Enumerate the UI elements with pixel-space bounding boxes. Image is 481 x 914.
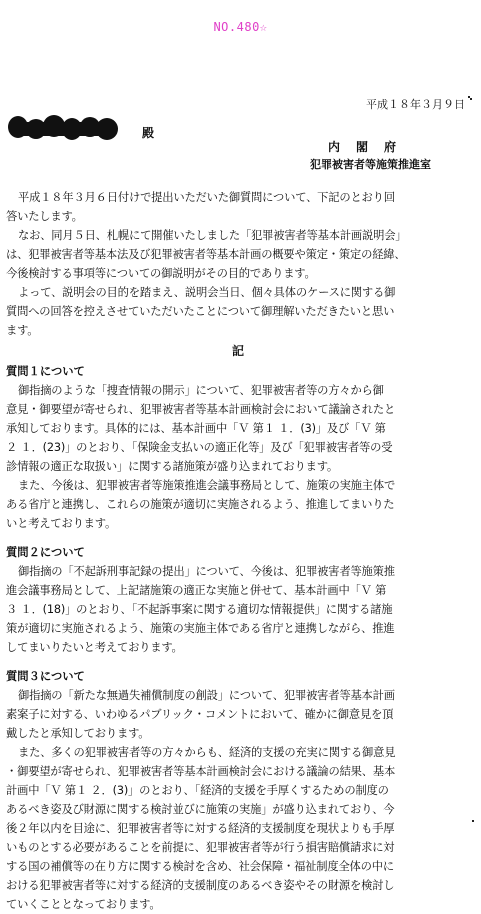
intro-line: 質問への回答を控えさせていただいたことについて御理解いただきたいと思い	[6, 305, 395, 318]
section-line: 後２年以内を目途に、犯罪被害者等に対する経済的支援制度を現状よりも手厚	[6, 822, 395, 835]
section-line: する国の補償等の在り方に関する検討を含め、社会保障・福祉制度全体の中に	[6, 860, 394, 873]
intro-line: 平成１８年３月６日付けで提出いただいた御質問について、下記のとおり回	[18, 191, 395, 204]
intro-line: は、犯罪被害者等基本法及び犯罪被害者等基本計画の概要や策定・策定の経緯、	[6, 248, 406, 261]
scan-speck	[470, 98, 472, 100]
document-number: NO.480☆	[213, 20, 268, 34]
section-line: ていくこととなっております。	[6, 898, 161, 911]
section-line: してまいりたいと考えております。	[6, 641, 183, 654]
section-line: 計画中「Ｖ 第１ ２．(3)」のとおり、「経済的支援を手厚くするための制度の	[6, 784, 389, 797]
section-line: 御指摘のような「捜査情報の開示」について、犯罪被害者等の方々から御	[18, 384, 384, 397]
section-line: いものとする必要があることを前提に、犯罪被害者等が行う損害賠償請求に対	[6, 841, 395, 854]
section-line: 御指摘の「不起訴刑事記録の提出」について、今後は、犯罪被害者等施策推	[18, 565, 395, 578]
section-line: 策が適切に実施されるよう、施策の実施主体である省庁と連携しながら、推進	[6, 622, 395, 635]
sender-office: 犯罪被害者等施策推進室	[310, 158, 431, 171]
intro-line: 今後検討する事項等についての御説明がその目的であります。	[6, 267, 316, 280]
section-line: また、今後は、犯罪被害者等施策推進会議事務局として、施策の実施主体で	[18, 479, 396, 492]
section-line: ３ １．(18)」のとおり、「不起訴事案に関する適切な情報提供」に関する諸施	[6, 603, 393, 616]
intro-line: なお、同月５日、札幌にて開催いたしました「犯罪被害者等基本計画説明会」	[18, 229, 407, 242]
intro-line: よって、説明会の目的を踏まえ、説明会当日、個々具体のケースに関する御	[18, 286, 396, 299]
document-date: 平成１８年３月９日	[366, 98, 465, 111]
section-line: 素案子に対する、いわゆるパブリック・コメントにおいて、確かに御意見を頂	[6, 708, 394, 721]
document-body	[6, 188, 470, 914]
addressee-honorific: 殿	[142, 126, 155, 140]
section-line: また、多くの犯罪被害者等の方々からも、経済的支援の充実に関する御意見	[18, 746, 396, 759]
section-heading: 質問１について	[6, 365, 85, 378]
section-line: 御指摘の「新たな無過失補償制度の創設」について、犯罪被害者等基本計画	[18, 689, 395, 702]
section-line: ２ １．(23)」のとおり、「保険金支払いの適正化等」及び「犯罪被害者等の受	[6, 441, 393, 454]
intro-paragraphs	[6, 188, 470, 340]
intro-line: ます。	[6, 324, 39, 337]
section-line: おける犯罪被害者等に対する経済的支援制度のあるべき姿やその財源を検討し	[6, 879, 395, 892]
section-heading: 質問３について	[6, 670, 85, 683]
section-heading: 質問２について	[6, 546, 85, 559]
section-line: 承知しております。具体的には、基本計画中「Ｖ 第１ １．(3)」及び「Ｖ 第	[6, 422, 386, 435]
intro-line: 答いたします。	[6, 210, 83, 223]
section-line: ・御要望が寄せられ、犯罪被害者等基本計画検討会における議論の結果、基本	[6, 765, 396, 778]
section-line: 進会議事務局として、上記諸施策の適正な実施と併せて、基本計画中「Ｖ 第	[6, 584, 387, 597]
redacted-addressee	[6, 114, 124, 144]
section-line: ある省庁と連携し、これらの施策が適切に実施されるよう、推進してまいりた	[6, 498, 395, 511]
section-line: あるべき姿及び財源に関する検討並びに施策の実施」が盛り込まれており、今	[6, 803, 395, 816]
section-question-1	[6, 362, 470, 533]
scan-speck	[472, 820, 474, 822]
section-question-3	[6, 667, 470, 914]
section-line: 戴したと承知しております。	[6, 727, 150, 740]
section-line: いと考えております。	[6, 517, 117, 530]
section-line: 意見・御要望が寄せられ、犯罪被害者等基本計画検討会において議論されたと	[6, 403, 396, 416]
section-line: 診情報の適正な取扱い」に関する諸施策が盛り込まれております。	[6, 460, 339, 473]
note-heading: 記	[231, 344, 244, 358]
sender-organization: 内閣府	[328, 140, 413, 154]
section-question-2	[6, 543, 470, 657]
